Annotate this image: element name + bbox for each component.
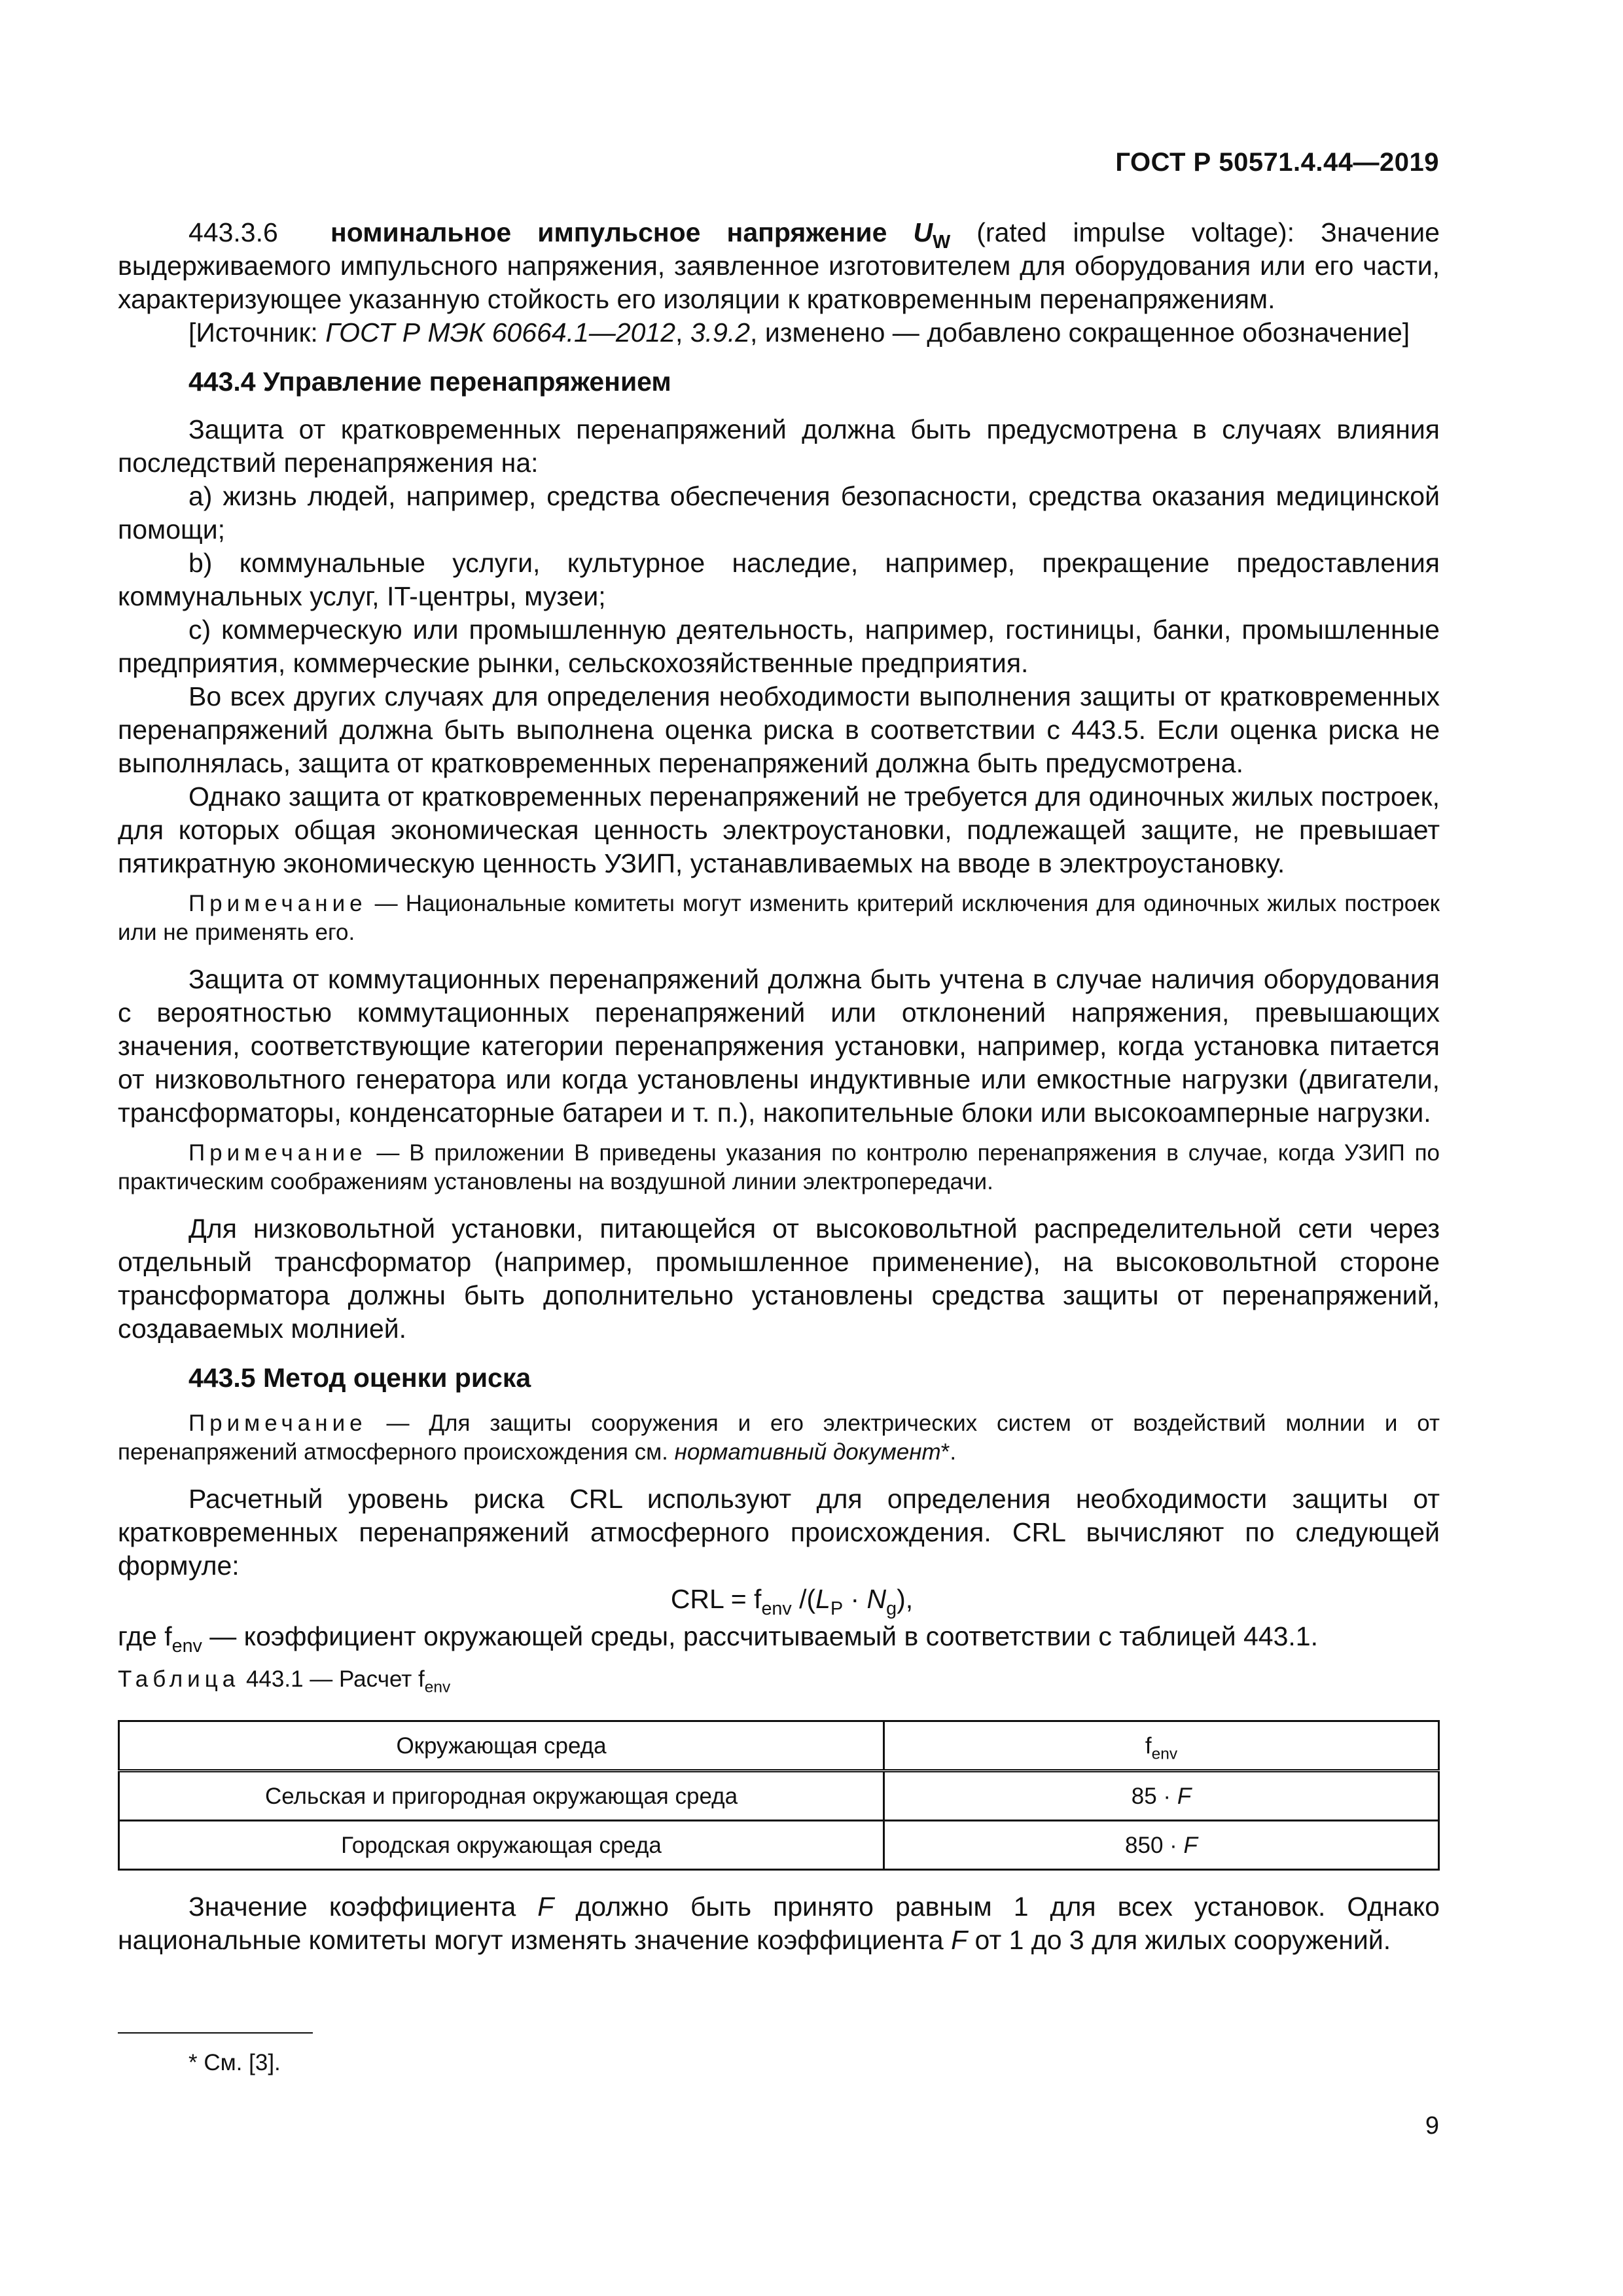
table-label: Таблица: [118, 1666, 240, 1692]
where-sub: env: [171, 1636, 202, 1657]
symbol: U: [913, 217, 933, 247]
table-header-cell: [884, 1721, 1439, 1771]
table-cell: Городская окружающая среда: [119, 1821, 884, 1870]
cell-number: 850 ·: [1125, 1832, 1184, 1858]
table-row: [119, 1771, 1439, 1821]
note-text: — Национальные комитеты могут изменить критерий исключения для одиночных жилых построек или не применять его.: [118, 891, 1440, 945]
paragraph: Расчетный уровень риска CRL используют для определения необходимости защиты от кратковременных перенапряжений атмосферного происхождения. CRL вычисляют по следующей формуле:: [118, 1484, 1440, 1581]
note-end: .: [950, 1439, 957, 1465]
var-F: F: [951, 1925, 968, 1955]
table-row: [119, 1821, 1439, 1870]
list-item-b: b) коммунальные услуги, культурное наследие, например, прекращение предоставления коммунальных услуг, IT-центры, музеи;: [118, 548, 1440, 611]
cell-variable: F: [1183, 1832, 1198, 1858]
formula-div: /(: [791, 1584, 816, 1614]
table-cell: [884, 1821, 1439, 1870]
where-prefix: где f: [118, 1621, 172, 1651]
note-label: Примечание: [188, 891, 367, 916]
text-part: Значение коэффициента: [188, 1892, 538, 1922]
text-part: от 1 до 3 для жилых сооружений.: [967, 1925, 1391, 1955]
header-sub: env: [1151, 1745, 1178, 1763]
formula-sub-g: g: [886, 1598, 897, 1620]
heading-443-5: 443.5 Метод оценки риска: [188, 1363, 531, 1393]
source-clause: 3.9.2: [690, 317, 751, 348]
list-item-c: c) коммерческую или промышленную деятельность, например, гостиницы, банки, промышленные предприятия, коммерческие рынки, сельскохозяйственные предприятия.: [118, 615, 1440, 678]
formula-close: ),: [897, 1584, 914, 1614]
paragraph: Во всех других случаях для определения необходимости выполнения защиты от кратковременных перенапряжений должна быть выполнена оценка риска в соответствии с 443.5. Если оценка риска не выполнялась, защита от кратковременных перенапряжений должна быть предусмотрена.: [118, 681, 1440, 778]
source-comma: ,: [675, 317, 690, 348]
text-part: должно быть принято равным 1 для всех установок. Однако национальные комитеты могут изменять значение коэффициента: [118, 1892, 1440, 1955]
paragraph: Защита от коммутационных перенапряжений должна быть учтена в случае наличия оборудования с вероятностью коммутационных перенапряжений или отклонений напряжения, превышающих значения, соответствующие категории перенапряжения установки, например, когда установка питается от низковольтного генератора или когда установлены индуктивные или емкостные нагрузки (двигатели, трансформаторы, конденсаторные батареи и т. п.), накопительные блоки или высокоамперные нагрузки.: [118, 964, 1440, 1128]
table-header-cell: Окружающая среда: [119, 1721, 884, 1771]
cell-number: 85 ·: [1131, 1783, 1177, 1809]
table-cell: [884, 1771, 1439, 1821]
paragraph: Однако защита от кратковременных перенапряжений не требуется для одиночных жилых построек, для которых общая экономическая ценность электроустановки, подлежащей защите, не превышает пятикратную экономическую ценность УЗИП, устанавливаемых на вводе в электроустановку.: [118, 781, 1440, 878]
note-text: — В приложении В приведены указания по контролю перенапряжения в случае, когда УЗИП по практическим соображениям установлены на воздушной линии электропередачи.: [118, 1140, 1440, 1194]
note-label: Примечание: [188, 1410, 367, 1436]
source-ref: ГОСТ Р МЭК 60664.1—2012: [325, 317, 676, 348]
clause-number: 443.3.6: [188, 217, 278, 247]
english-term: (rated impulse voltage):: [976, 217, 1295, 247]
table-cell: Сельская и пригородная окружающая среда: [119, 1771, 884, 1821]
page-number: 9: [1425, 2112, 1439, 2140]
formula-L: L: [815, 1584, 830, 1614]
table-443-1: [118, 1720, 1440, 1871]
definition-443-3-6: [118, 216, 1440, 316]
paragraph: Защита от кратковременных перенапряжений должна быть предусмотрена в случаях влияния последствий перенапряжения на:: [118, 414, 1440, 478]
paragraph: [118, 1890, 1440, 1957]
paragraph: Для низковольтной установки, питающейся от высоковольтной распределительной сети через отдельный трансформатор (например, промышленное применение), на высоковольтной стороне трансформатора должны быть дополнительно установлены средства защиты от перенапряжений, создаваемых молнией.: [118, 1213, 1440, 1344]
formula-lhs: CRL = f: [670, 1584, 762, 1614]
where-text: — коэффициент окружающей среды, рассчитываемый в соответствии с таблицей 443.1.: [202, 1621, 1318, 1651]
cell-variable: F: [1177, 1783, 1192, 1809]
note-label: Примечание: [188, 1140, 367, 1166]
source-prefix: [Источник:: [188, 317, 326, 348]
table-title-sub: env: [424, 1678, 451, 1696]
note-3: [118, 1409, 1440, 1467]
source-suffix: , изменено — добавлено сокращенное обозначение]: [750, 317, 1410, 348]
table-caption: [118, 1665, 1440, 1694]
formula-where: [118, 1620, 1440, 1657]
footnote: * См. [3].: [188, 2050, 281, 2075]
list-item-a: a) жизнь людей, например, средства обеспечения безопасности, средства оказания медицинской помощи;: [118, 481, 1440, 545]
header-f: f: [1145, 1732, 1152, 1759]
term: номинальное импульсное напряжение: [330, 217, 887, 247]
heading-443-4: 443.4 Управление перенапряжением: [188, 367, 671, 397]
table-title: 443.1 — Расчет f: [240, 1666, 425, 1692]
formula-sub-P: P: [830, 1598, 844, 1620]
symbol-subscript: W: [933, 232, 951, 253]
note-text: — Для защиты сооружения и его электрических систем от воздействий молнии и от перенапряжений атмосферного происхождения см.: [118, 1410, 1440, 1465]
footnote-separator: [118, 2032, 313, 2034]
page-body: [118, 216, 1440, 1957]
formula-dot: ·: [843, 1584, 867, 1614]
note-italic-ref: нормативный документ: [674, 1439, 941, 1465]
footnote-marker: *: [940, 1439, 950, 1465]
crl-formula: [144, 1583, 1440, 1620]
formula-sub-env: env: [761, 1598, 792, 1620]
table-header-row: [119, 1721, 1439, 1771]
note-2: [118, 1139, 1440, 1196]
definition-text: Значение выдерживаемого импульсного напряжения, заявленное изготовителем для оборудования или его части, характеризующее указанную стойкость его изоляции к кратковременным перенапряжениям.: [118, 217, 1440, 314]
note-1: [118, 889, 1440, 947]
definition-source: [118, 316, 1440, 350]
formula-N: N: [866, 1584, 887, 1614]
var-F: F: [537, 1892, 554, 1922]
document-id-header: ГОСТ Р 50571.4.44—2019: [1115, 148, 1439, 177]
